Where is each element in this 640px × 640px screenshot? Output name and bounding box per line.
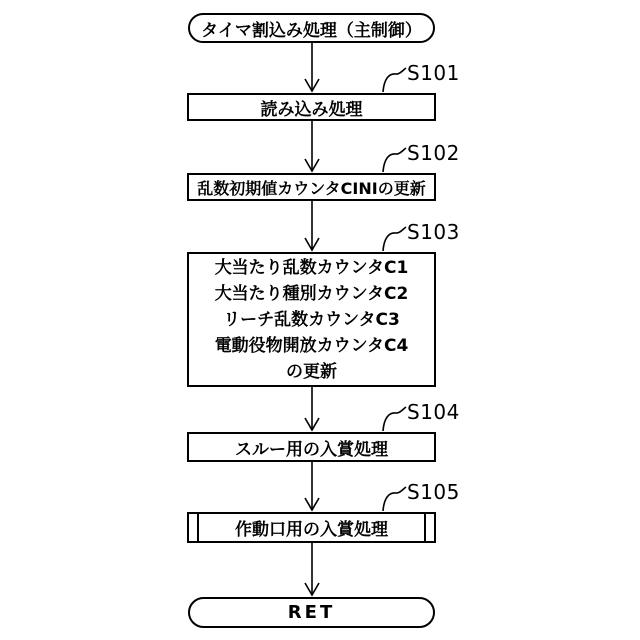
- process-s105: [187, 512, 436, 543]
- process-s103: [187, 252, 436, 387]
- terminal-end-label: RET: [287, 602, 336, 623]
- terminal-start: [188, 13, 435, 43]
- process-s102: [187, 173, 436, 201]
- process-s103-line-5: の更新: [286, 361, 337, 382]
- process-s104-label: スルー用の入賞処理: [235, 439, 388, 460]
- arrow-start-to-s101: [305, 43, 319, 91]
- arrow-s102-to-s103: [305, 201, 319, 250]
- process-s101-label: 読み込み処理: [260, 99, 363, 120]
- step-label-s105: S105: [407, 480, 460, 504]
- leader-s102: [383, 148, 406, 172]
- leader-s103: [383, 227, 406, 251]
- process-s103-line-3: リーチ乱数カウンタC3: [223, 309, 400, 330]
- process-s103-line-2: 大当たり種別カウンタC2: [214, 283, 409, 304]
- terminal-start-label: タイマ割込み処理（主制御）: [201, 20, 422, 41]
- leader-s105: [383, 487, 406, 511]
- process-s103-line-4: 電動役物開放カウンタC4: [214, 335, 409, 356]
- terminal-end: [188, 597, 435, 628]
- process-s103-line-1: 大当たり乱数カウンタC1: [214, 257, 409, 278]
- arrow-s104-to-s105: [305, 462, 319, 510]
- arrow-s103-to-s104: [305, 387, 319, 430]
- leader-s104: [383, 407, 406, 431]
- predefined-process-bar-left: [197, 514, 199, 541]
- predefined-process-bar-right: [424, 514, 426, 541]
- arrow-s105-to-end: [305, 543, 319, 595]
- step-label-s103: S103: [407, 220, 460, 244]
- process-s101: [187, 93, 436, 121]
- step-label-s104: S104: [407, 400, 460, 424]
- process-s102-label: 乱数初期値カウンタCINIの更新: [197, 178, 426, 198]
- leader-s101: [383, 68, 406, 92]
- arrow-s101-to-s102: [305, 121, 319, 171]
- process-s105-label: 作動口用の入賞処理: [235, 520, 388, 540]
- process-s104: [187, 432, 436, 462]
- step-label-s102: S102: [407, 141, 460, 165]
- step-label-s101: S101: [407, 61, 460, 85]
